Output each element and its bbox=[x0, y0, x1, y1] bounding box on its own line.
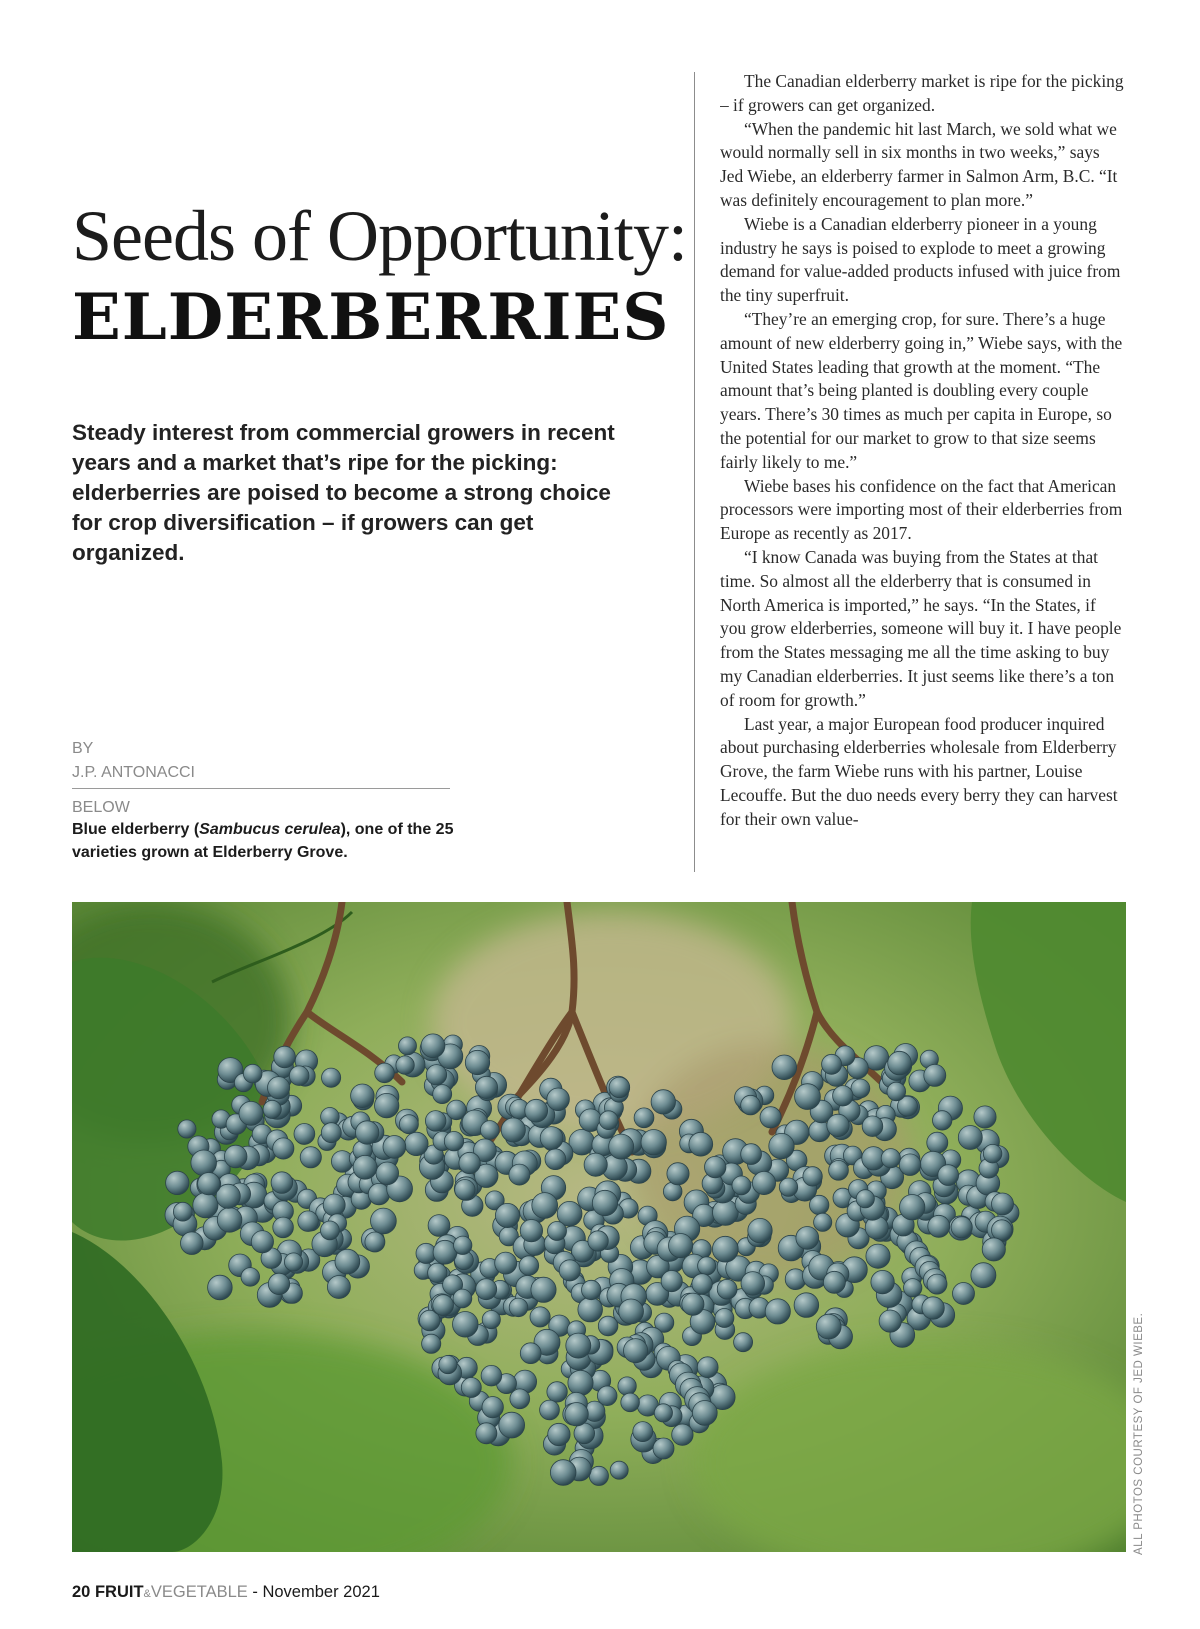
body-paragraph: Last year, a major European food producer inquired about purchasing elderberries wholesale from Elderberry Grove, the farm Wiebe runs with his partner, Louise Lecouffe. But the duo needs every berry they can harvest for their own value- bbox=[720, 713, 1118, 829]
photo-credit: ALL PHOTOS COURTESY OF JED WIEBE. bbox=[1133, 1312, 1145, 1555]
caption-species: Sambucus cerulea bbox=[199, 821, 341, 838]
page-footer bbox=[72, 1583, 380, 1602]
issue-date: November 2021 bbox=[262, 1583, 380, 1601]
article-title-line2: ELDERBERRIES bbox=[72, 280, 670, 355]
article-body bbox=[720, 70, 1124, 880]
publication-name-part2: VEGETABLE bbox=[150, 1583, 248, 1601]
publication-ampersand: & bbox=[143, 1588, 151, 1600]
page-number: 20 bbox=[72, 1583, 91, 1601]
body-paragraph: “When the pandemic hit last March, we sold what we would normally sell in six months in two weeks,” says Jed Wiebe, an elderberry farmer in Salmon Arm, B.C. “It was definitely encouragement to plan more.” bbox=[720, 118, 1118, 210]
body-paragraph: Wiebe is a Canadian elderberry pioneer in a young industry he says is poised to explode to meet a growing demand for value-added products infused with juice from the tiny superfruit. bbox=[720, 213, 1121, 306]
body-paragraph: “They’re an emerging crop, for sure. There’s a huge amount of new elderberry going in,” Wiebe says, with the United States leading that growth at the moment. “The amount that’s being planted is doubling every couple years. There’s 30 times as much per capita in Europe, so the potential for our market to grow to that size seems fairly likely to me.” bbox=[720, 308, 1123, 472]
byline-author: J.P. ANTONACCI bbox=[72, 764, 195, 781]
footer-separator: - bbox=[252, 1583, 258, 1601]
elderberry-photo bbox=[72, 902, 1126, 1552]
body-paragraph: Wiebe bases his confidence on the fact that American processors were importing most of their elderberries from Europe as recently as 2017. bbox=[720, 475, 1123, 544]
body-paragraph: “I know Canada was buying from the States at that time. So almost all the elderberry that is consumed in North America is imported,” he says. “In the States, if you grow elderberries, someone will buy it. I have people from the States messaging me all the time asking to buy my Canadian elderberries. It just seems like there’s a ton of room for growth.” bbox=[720, 546, 1122, 710]
caption-suffix: ), one of the 25 varieties grown at Elderberry Grove. bbox=[72, 821, 454, 861]
article-title-line1: Seeds of Opportunity: bbox=[72, 196, 687, 276]
column-divider bbox=[694, 72, 695, 872]
photo-caption bbox=[72, 818, 472, 864]
publication-name-part1: FRUIT bbox=[94, 1583, 144, 1601]
caption-prefix: Blue elderberry ( bbox=[72, 821, 200, 838]
byline-label: BY bbox=[72, 740, 94, 757]
article-deck: Steady interest from commercial growers in recent years and a market that’s ripe for the picking: elderberries are poised to become a strong choice for crop diversification – if growers can get organized. bbox=[72, 420, 615, 565]
body-paragraph: The Canadian elderberry market is ripe for the picking – if growers can get organized. bbox=[720, 71, 1124, 115]
byline-divider bbox=[72, 788, 450, 789]
caption-label: BELOW bbox=[72, 799, 130, 816]
